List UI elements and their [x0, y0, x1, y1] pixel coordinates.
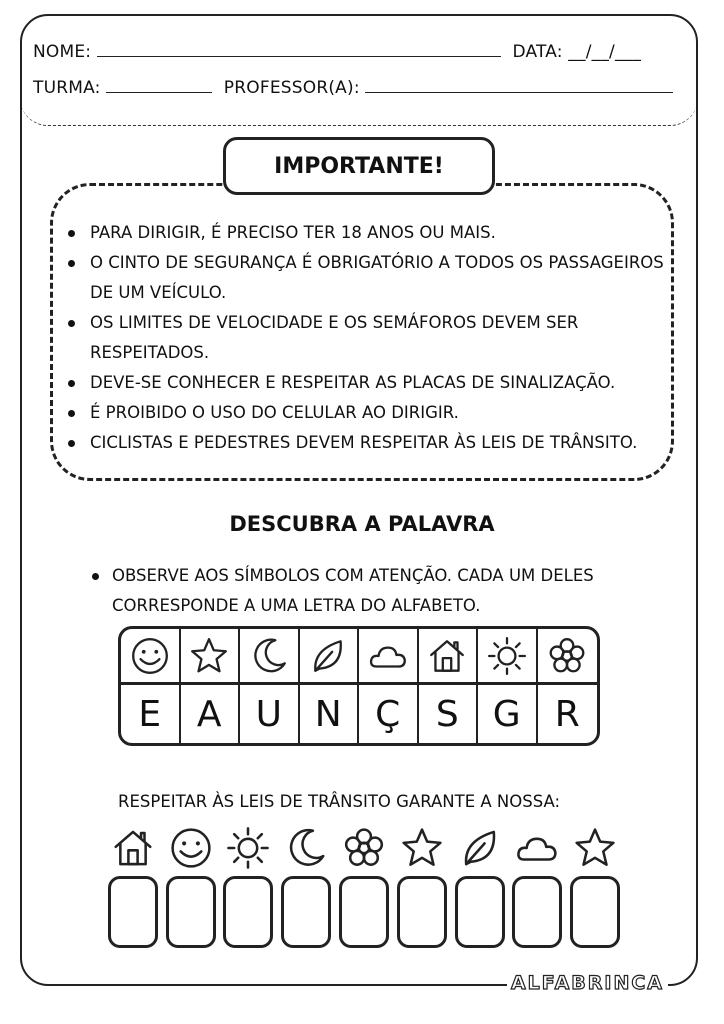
- flower-icon: [341, 825, 387, 871]
- cloud-icon: [514, 825, 560, 871]
- leaf-icon: [457, 825, 503, 871]
- key-symbol-cell: [359, 629, 419, 685]
- symbol-key-table: [118, 626, 600, 746]
- house-icon: [110, 825, 156, 871]
- moon-icon: [283, 825, 329, 871]
- key-symbol-cell: [538, 629, 598, 685]
- key-letter-cell: R: [554, 693, 580, 735]
- rule-item: O CINTO DE SEGURANÇA É OBRIGATÓRIO A TODOS OS PASSAGEIROS DE UM VEÍCULO.: [62, 248, 666, 308]
- answer-symbol: [341, 820, 387, 876]
- answer-letter-box[interactable]: [570, 876, 620, 948]
- class-line: [33, 78, 673, 98]
- key-letter-cell: N: [300, 685, 360, 743]
- rule-item: DEVE-SE CONHECER E RESPEITAR AS PLACAS DE SINALIZAÇÃO.: [62, 368, 666, 398]
- smiley-icon: [129, 635, 171, 677]
- phrase-prompt: RESPEITAR ÀS LEIS DE TRÂNSITO GARANTE A NOSSA:: [118, 792, 561, 811]
- teacher-field[interactable]: [365, 78, 673, 93]
- answer-row: [106, 820, 622, 950]
- answer-slot: [164, 820, 218, 950]
- star-icon: [188, 635, 230, 677]
- name-label: NOME:: [33, 42, 92, 62]
- puzzle-instruction: OBSERVE AOS SÍMBOLOS COM ATENÇÃO. CADA UM DELES CORRESPONDE A UMA LETRA DO ALFABETO.: [90, 561, 700, 621]
- key-symbol-cell: [478, 629, 538, 685]
- key-letter-cell: S: [419, 685, 479, 743]
- answer-symbol: [399, 820, 445, 876]
- answer-slot: [395, 820, 449, 950]
- puzzle-title: DESCUBRA A PALAVRA: [229, 512, 495, 536]
- answer-symbol: [225, 820, 271, 876]
- answer-slot: [568, 820, 622, 950]
- answer-letter-box[interactable]: [397, 876, 447, 948]
- key-letter-cell: G: [478, 685, 538, 743]
- header-box: [20, 14, 698, 126]
- key-letter-cell: Ç: [359, 685, 419, 743]
- answer-letter-box[interactable]: [455, 876, 505, 948]
- important-title: IMPORTANTE!: [223, 137, 495, 195]
- answer-symbol: [283, 820, 329, 876]
- answer-symbol: [457, 820, 503, 876]
- key-symbol-cell: [300, 629, 360, 685]
- star-icon: [399, 825, 445, 871]
- sun-icon: [486, 635, 528, 677]
- key-symbol-cell: [240, 629, 300, 685]
- answer-symbol: [514, 820, 560, 876]
- answer-letter-box[interactable]: [166, 876, 216, 948]
- key-letter-cell: A: [181, 685, 241, 743]
- rule-item: OS LIMITES DE VELOCIDADE E OS SEMÁFOROS DEVEM SER RESPEITADOS.: [62, 308, 666, 368]
- rule-item: É PROIBIDO O USO DO CELULAR AO DIRIGIR.: [62, 398, 666, 428]
- flower-icon: [546, 635, 588, 677]
- house-icon: [426, 635, 468, 677]
- class-label: TURMA:: [33, 78, 101, 98]
- answer-letter-box[interactable]: [108, 876, 158, 948]
- answer-letter-box[interactable]: [281, 876, 331, 948]
- answer-letter-box[interactable]: [339, 876, 389, 948]
- answer-slot: [106, 820, 160, 950]
- answer-symbol: [110, 820, 156, 876]
- cloud-icon: [367, 635, 409, 677]
- answer-symbol: [168, 820, 214, 876]
- class-field[interactable]: [106, 78, 212, 93]
- rules-list: [62, 218, 666, 458]
- answer-symbol: [572, 820, 618, 876]
- rule-item: PARA DIRIGIR, É PRECISO TER 18 ANOS OU MAIS.: [62, 218, 666, 248]
- leaf-icon: [307, 635, 349, 677]
- key-symbol-cell: [121, 629, 181, 685]
- smiley-icon: [168, 825, 214, 871]
- rule-item: CICLISTAS E PEDESTRES DEVEM RESPEITAR ÀS LEIS DE TRÂNSITO.: [62, 428, 666, 458]
- key-symbol-cell: [181, 629, 241, 685]
- date-label: DATA:: [512, 42, 563, 62]
- star-icon: [572, 825, 618, 871]
- answer-slot: [453, 820, 507, 950]
- sun-icon: [225, 825, 271, 871]
- answer-slot: [510, 820, 564, 950]
- answer-slot: [279, 820, 333, 950]
- answer-slot: [222, 820, 276, 950]
- moon-icon: [248, 635, 290, 677]
- name-field[interactable]: [97, 42, 501, 57]
- key-symbol-cell: [419, 629, 479, 685]
- brand-logo: ALFABRINCA: [507, 972, 668, 994]
- date-field[interactable]: __/__/___: [568, 42, 642, 62]
- name-line: [33, 42, 641, 62]
- answer-slot: [337, 820, 391, 950]
- answer-letter-box[interactable]: [512, 876, 562, 948]
- teacher-label: PROFESSOR(A):: [223, 78, 360, 98]
- answer-letter-box[interactable]: [223, 876, 273, 948]
- key-letter-cell: U: [240, 685, 300, 743]
- key-letter-cell: E: [121, 685, 181, 743]
